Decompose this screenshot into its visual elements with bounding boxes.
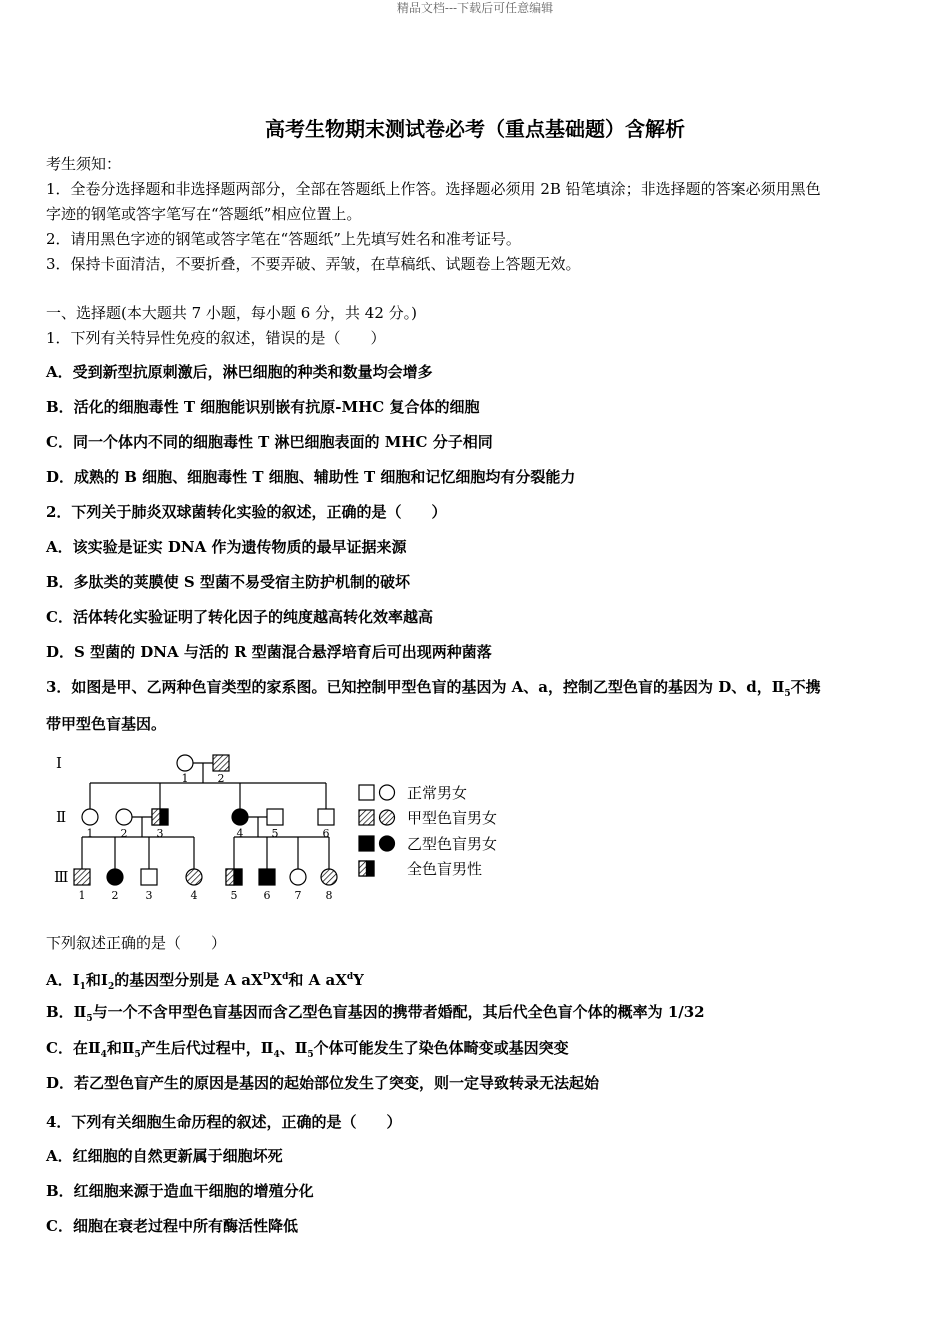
gen-II-label: Ⅱ [56, 808, 67, 826]
q2-option-a: A．该实验是证实 DNA 作为遗传物质的最早证据来源 [46, 538, 407, 556]
pedigree-diagram [46, 745, 546, 910]
q4-option-a: A．红细胞的自然更新属于细胞坏死 [46, 1147, 283, 1165]
pedigree-II1 [82, 809, 98, 825]
pedigree-III2 [107, 869, 123, 885]
svg-text:4: 4 [190, 889, 198, 902]
q3-ask: 下列叙述正确的是（ ） [46, 934, 227, 952]
q1-option-a: A．受到新型抗原刺激后，淋巴细胞的种类和数量均会增多 [46, 363, 433, 381]
pedigree-III6 [259, 869, 275, 885]
svg-text:2: 2 [217, 772, 225, 785]
svg-text:2: 2 [120, 827, 128, 840]
q3-option-d: D．若乙型色盲产生的原因是基因的起始部位发生了突变，则一定导致转录无法起始 [46, 1074, 600, 1092]
pedigree-II4 [232, 809, 248, 825]
legend-total: 全色盲男性 [407, 860, 483, 878]
q3-stem: 3．如图是甲、乙两种色盲类型的家系图。已知控制甲型色盲的基因为 A、a，控制乙型色盲的基因为 D、d，$Ⅱ_5$不携 [46, 678, 821, 699]
q3-option-b: B．$Ⅱ_5$与一个不含甲型色盲基因而含乙型色盲基因的携带者婚配，其后代全色盲个体的概率为 1/32 [46, 1003, 705, 1024]
pedigree-III3 [141, 869, 157, 885]
gen-III-label: Ⅲ [54, 868, 69, 886]
svg-text:1: 1 [181, 772, 189, 785]
notice-item-2: 2．请用黑色字迹的钢笔或答字笔在“答题纸”上先填写姓名和准考证号。 [46, 230, 521, 248]
q2-option-c: C．活体转化实验证明了转化因子的纯度越高转化效率越高 [46, 608, 433, 626]
q3-option-a: A．$Ⅰ_1$和$Ⅰ_2$的基因型分别是 A $aX^DX^d$和 A $aX^dY$ [46, 971, 364, 992]
svg-text:6: 6 [322, 827, 330, 840]
svg-text:7: 7 [294, 889, 302, 902]
pedigree-II5 [267, 809, 283, 825]
notice-item-1-cont: 字迹的钢笔或答字笔写在“答题纸”相应位置上。 [46, 205, 362, 223]
q2-option-b: B．多肽类的荚膜使 S 型菌不易受宿主防护机制的破坏 [46, 573, 410, 591]
notice-heading: 考生须知： [46, 155, 122, 173]
q4-option-c: C．细胞在衰老过程中所有酶活性降低 [46, 1217, 298, 1235]
pedigree-III1 [74, 869, 90, 885]
section-heading: 一、选择题(本大题共 7 小题，每小题 6 分，共 42 分。) [46, 304, 417, 322]
q1-option-d: D．成熟的 B 细胞、细胞毒性 T 细胞、辅助性 T 细胞和记忆细胞均有分裂能力 [46, 468, 576, 486]
svg-text:2: 2 [111, 889, 119, 902]
q3-stem-cont: 带甲型色盲基因。 [46, 715, 167, 733]
pedigree-I2 [213, 755, 229, 771]
q1-option-b: B．活化的细胞毒性 T 细胞能识别嵌有抗原-MHC 复合体的细胞 [46, 398, 480, 416]
notice-item-1: 1．全卷分选择题和非选择题两部分，全部在答题纸上作答。选择题必须用 2B 铅笔填涂；非选择题的答案必须用黑色 [46, 180, 821, 198]
pedigree-II6 [318, 809, 334, 825]
svg-text:5: 5 [271, 827, 279, 840]
gen-I-label: Ⅰ [56, 754, 62, 772]
q4-option-b: B．红细胞来源于造血干细胞的增殖分化 [46, 1182, 314, 1200]
legend-normal: 正常男女 [407, 784, 468, 802]
q2-option-d: D．S 型菌的 DNA 与活的 R 型菌混合悬浮培育后可出现两种菌落 [46, 643, 492, 661]
q1-stem: 1．下列有关特异性免疫的叙述，错误的是（ ） [46, 329, 386, 347]
page-title: 高考生物期末测试卷必考（重点基础题）含解析 [265, 117, 685, 141]
svg-text:4: 4 [236, 827, 244, 840]
notice-item-3: 3．保持卡面清洁，不要折叠，不要弄破、弄皱，在草稿纸、试题卷上答题无效。 [46, 255, 581, 273]
q1-option-c: C．同一个体内不同的细胞毒性 T 淋巴细胞表面的 MHC 分子相同 [46, 433, 493, 451]
svg-text:1: 1 [78, 889, 86, 902]
q2-stem: 2．下列关于肺炎双球菌转化实验的叙述，正确的是（ ） [46, 503, 447, 521]
pedigree-III4 [186, 869, 202, 885]
svg-text:3: 3 [145, 889, 153, 902]
pedigree-I1 [177, 755, 193, 771]
q3-option-c: C．在$Ⅱ_4$和$Ⅱ_5$产生后代过程中，$Ⅱ_4$、$Ⅱ_5$个体可能发生了染色体畸变或基因突变 [46, 1039, 569, 1060]
svg-text:8: 8 [325, 889, 333, 902]
svg-text:6: 6 [263, 889, 271, 902]
pedigree-III7 [290, 869, 306, 885]
svg-text:1: 1 [86, 827, 94, 840]
pedigree-II2 [116, 809, 132, 825]
svg-text:3: 3 [156, 827, 164, 840]
page-header: 精品文档---下载后可任意编辑 [396, 1, 554, 15]
legend-type-b: 乙型色盲男女 [407, 835, 498, 853]
q4-stem: 4．下列有关细胞生命历程的叙述，正确的是（ ） [46, 1113, 402, 1131]
pedigree-III8 [321, 869, 337, 885]
svg-text:5: 5 [230, 889, 238, 902]
legend-type-a: 甲型色盲男女 [407, 809, 498, 827]
